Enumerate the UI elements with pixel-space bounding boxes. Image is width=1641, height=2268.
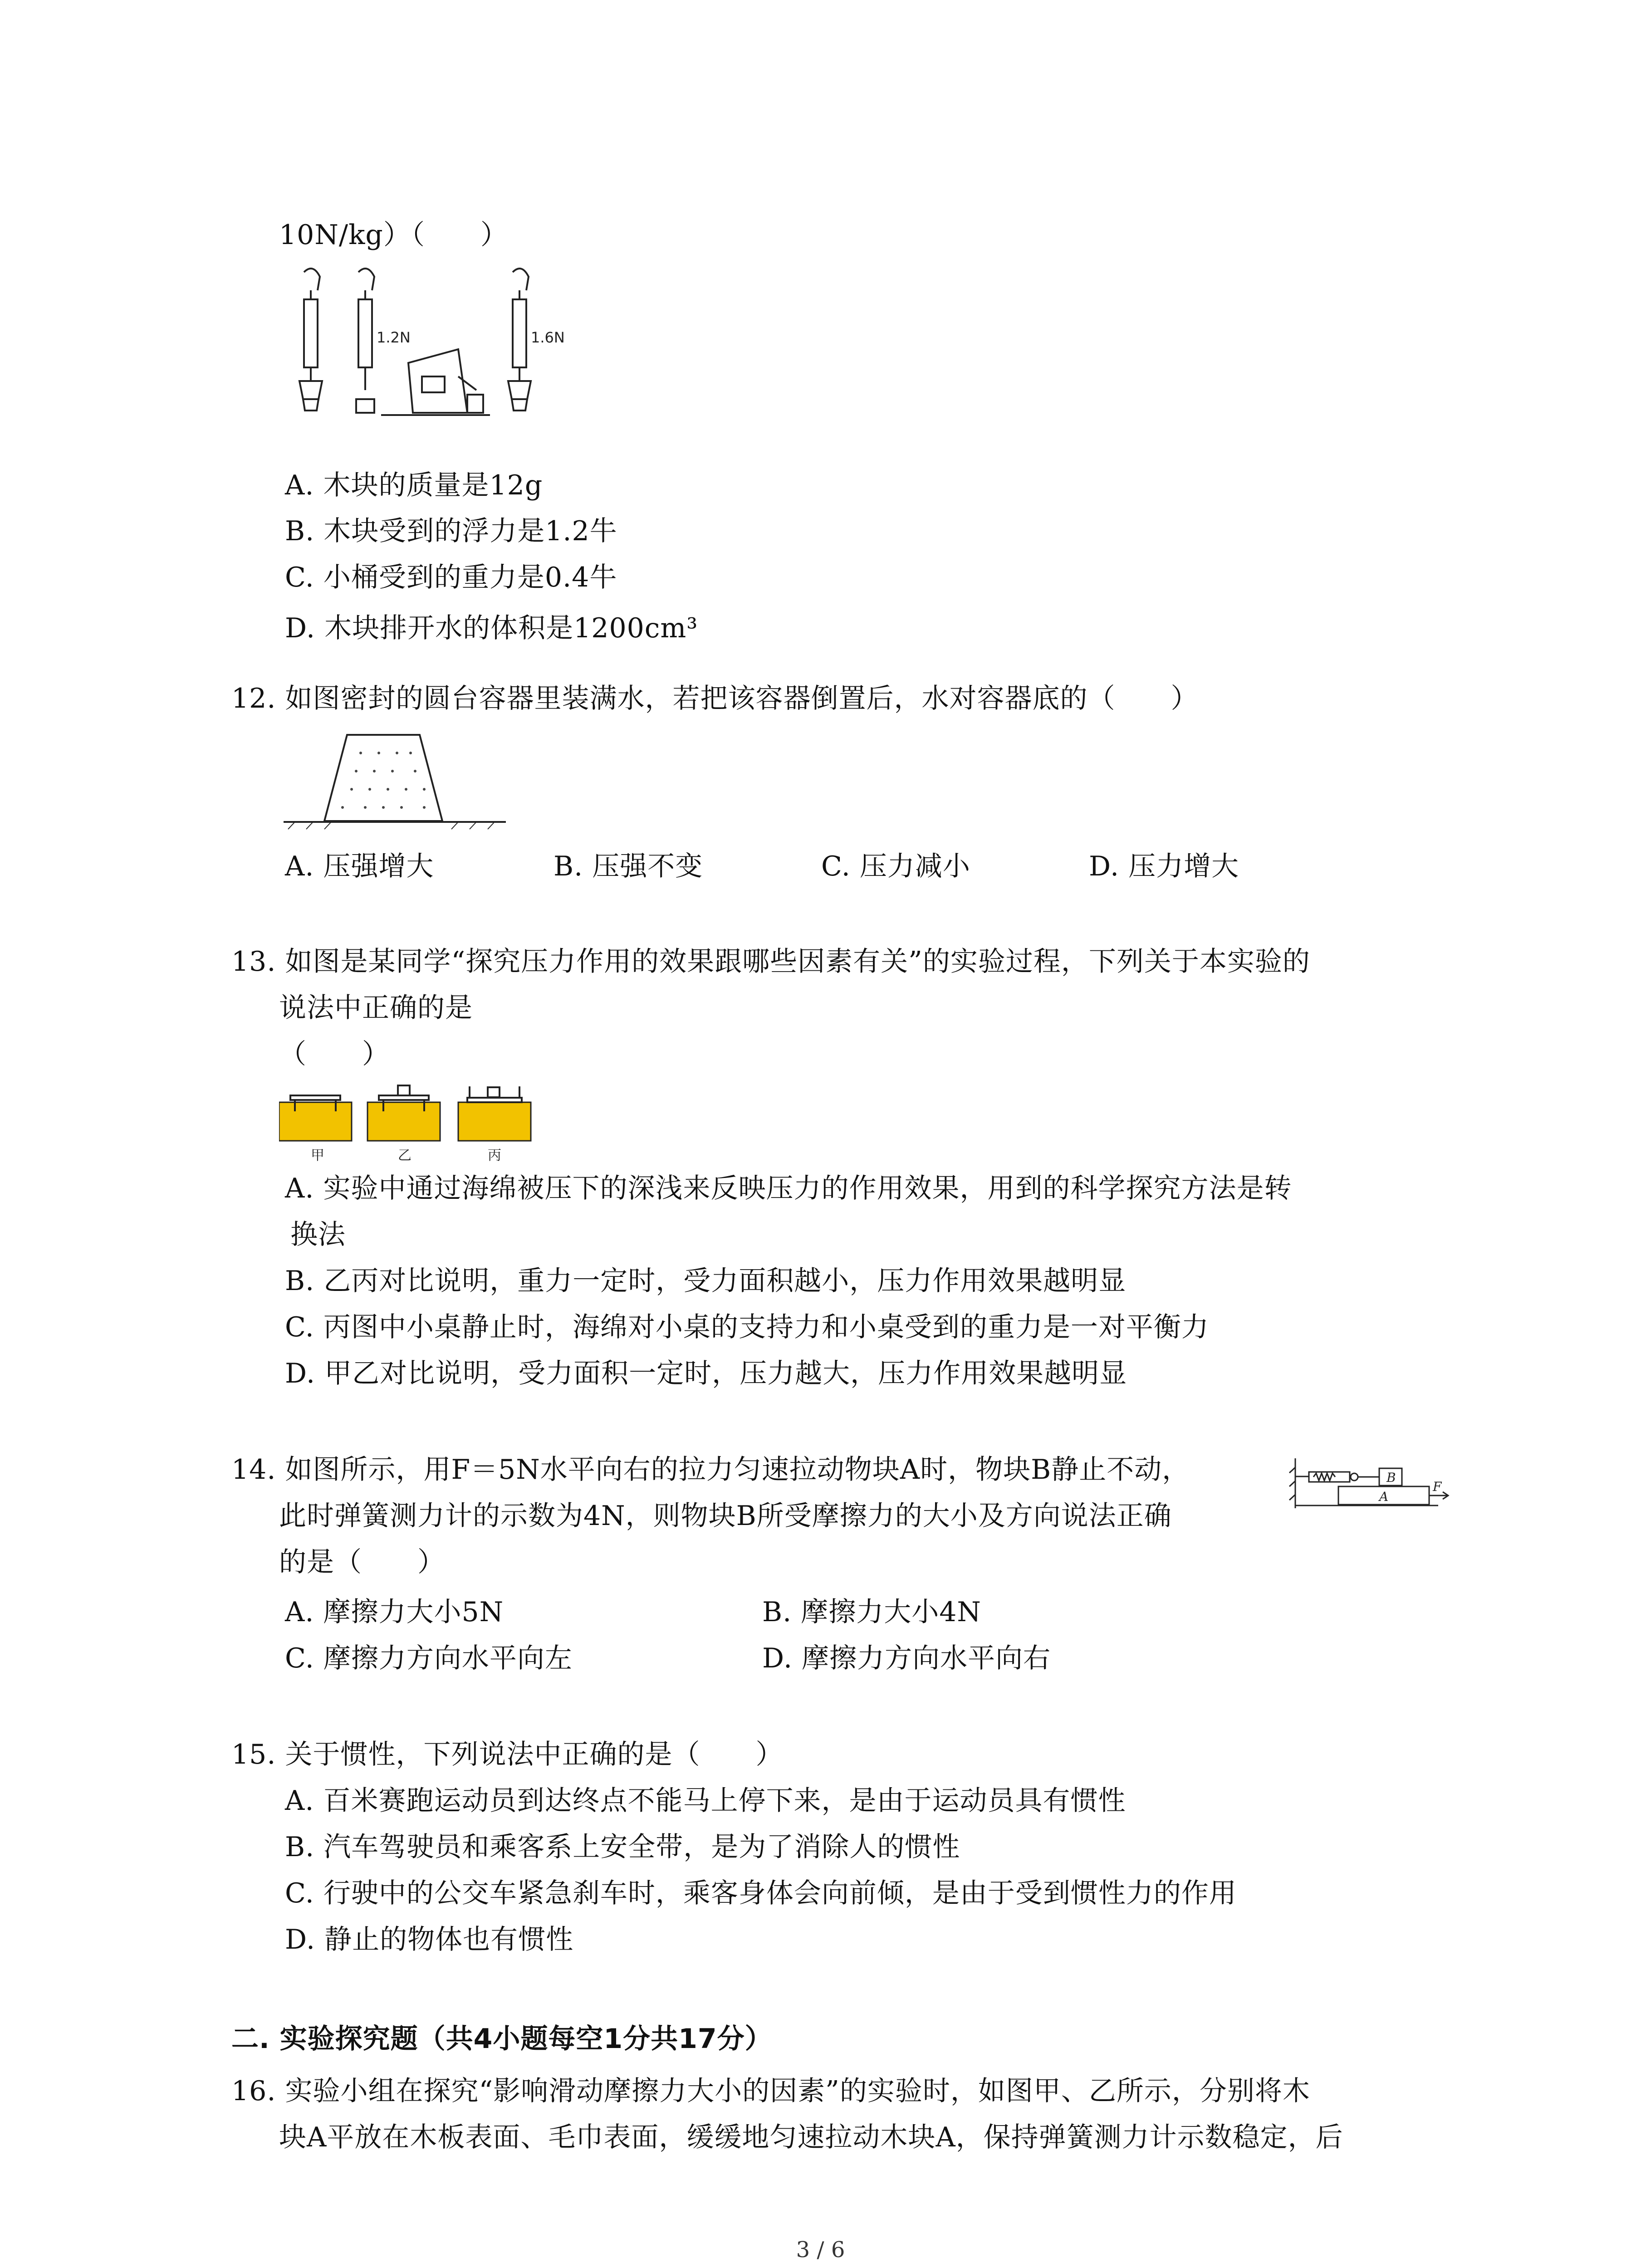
sponge-yi <box>367 1102 440 1141</box>
q16-line1: 16. 实验小组在探究“影响滑动摩擦力大小的因素”的实验时，如图甲、乙所示，分别将木 <box>231 2075 1310 2107</box>
q14-label-f: F <box>1433 1479 1442 1494</box>
q11-option-d[interactable]: D. 木块排开水的体积是1200cm³ <box>285 612 698 644</box>
q11-option-a[interactable]: A. 木块的质量是12g <box>285 469 543 501</box>
q14-option-a[interactable]: A. 摩擦力大小5N <box>285 1596 504 1628</box>
q15-stem: 15. 关于惯性，下列说法中正确的是（ ） <box>231 1739 784 1770</box>
q13-option-b[interactable]: B. 乙丙对比说明，重力一定时，受力面积越小，压力作用效果越明显 <box>285 1265 1127 1297</box>
q14-stem-line1: 14. 如图所示，用F＝5N水平向右的拉力匀速拉动物块A时，物块B静止不动， <box>231 1454 1190 1486</box>
q14-figure <box>1288 1454 1452 1522</box>
q12-option-b[interactable]: B. 压强不变 <box>554 850 703 882</box>
q13-stem-line1: 13. 如图是某同学“探究压力作用的效果跟哪些因素有关”的实验过程，下列关于本实验的 <box>231 946 1310 978</box>
q12-stem: 12. 如图密封的圆台容器里装满水，若把该容器倒置后，水对容器底的（ ） <box>231 683 1199 714</box>
q13-label-jia: 甲 <box>311 1148 324 1163</box>
q12-option-a[interactable]: A. 压强增大 <box>285 850 434 882</box>
q11-reading-1: 1.2N <box>377 329 411 346</box>
q14-label-b: B <box>1386 1470 1396 1485</box>
q13-figure <box>279 1082 533 1163</box>
q14-stem-line3: 的是（ ） <box>279 1546 445 1578</box>
q14-option-c[interactable]: C. 摩擦力方向水平向左 <box>285 1642 573 1674</box>
q12-figure <box>279 726 515 835</box>
q13-label-bing: 丙 <box>488 1148 501 1163</box>
q15-option-a[interactable]: A. 百米赛跑运动员到达终点不能马上停下来，是由于运动员具有惯性 <box>285 1785 1126 1817</box>
sponge-jia <box>279 1102 352 1141</box>
q11-option-c[interactable]: C. 小桶受到的重力是0.4牛 <box>285 562 617 593</box>
q13-option-d[interactable]: D. 甲乙对比说明，受力面积一定时，压力越大，压力作用效果越明显 <box>285 1358 1127 1389</box>
q15-option-b[interactable]: B. 汽车驾驶员和乘客系上安全带，是为了消除人的惯性 <box>285 1831 960 1863</box>
q13-label-yi: 乙 <box>398 1148 411 1163</box>
q15-option-c[interactable]: C. 行驶中的公交车紧急刹车时，乘客身体会向前倾，是由于受到惯性力的作用 <box>285 1877 1237 1909</box>
q11-tail: 10N/kg）（ ） <box>279 219 508 251</box>
q12-option-c[interactable]: C. 压力减小 <box>821 850 970 882</box>
q13-option-c[interactable]: C. 丙图中小桌静止时，海绵对小桌的支持力和小桌受到的重力是一对平衡力 <box>285 1311 1209 1343</box>
section-2-title: 二. 实验探究题（共4小题每空1分共17分） <box>231 2023 773 2055</box>
q13-stem-line2: 说法中正确的是 <box>279 992 473 1024</box>
q14-option-d[interactable]: D. 摩擦力方向水平向右 <box>762 1642 1051 1674</box>
page-number: 3 / 6 <box>796 2237 845 2263</box>
q11-option-b[interactable]: B. 木块受到的浮力是1.2牛 <box>285 515 617 547</box>
q14-option-b[interactable]: B. 摩擦力大小4N <box>762 1596 981 1628</box>
sponge-bing <box>458 1102 531 1141</box>
q14-stem-line2: 此时弹簧测力计的示数为4N，则物块B所受摩擦力的大小及方向说法正确 <box>279 1500 1172 1532</box>
q11-figure <box>277 263 594 431</box>
q13-option-a-line1[interactable]: A. 实验中通过海绵被压下的深浅来反映压力的作用效果，用到的科学探究方法是转 <box>285 1173 1292 1204</box>
q16-line2: 块A平放在木板表面、毛巾表面，缓缓地匀速拉动木块A，保持弹簧测力计示数稳定，后 <box>279 2121 1343 2153</box>
q11-reading-2: 1.6N <box>531 329 565 346</box>
q13-option-a-line2: 换法 <box>290 1219 346 1251</box>
q14-label-a: A <box>1379 1489 1389 1504</box>
q12-option-d[interactable]: D. 压力增大 <box>1089 850 1239 882</box>
q15-option-d[interactable]: D. 静止的物体也有惯性 <box>285 1924 574 1955</box>
q13-blank: （ ） <box>279 1038 390 1070</box>
